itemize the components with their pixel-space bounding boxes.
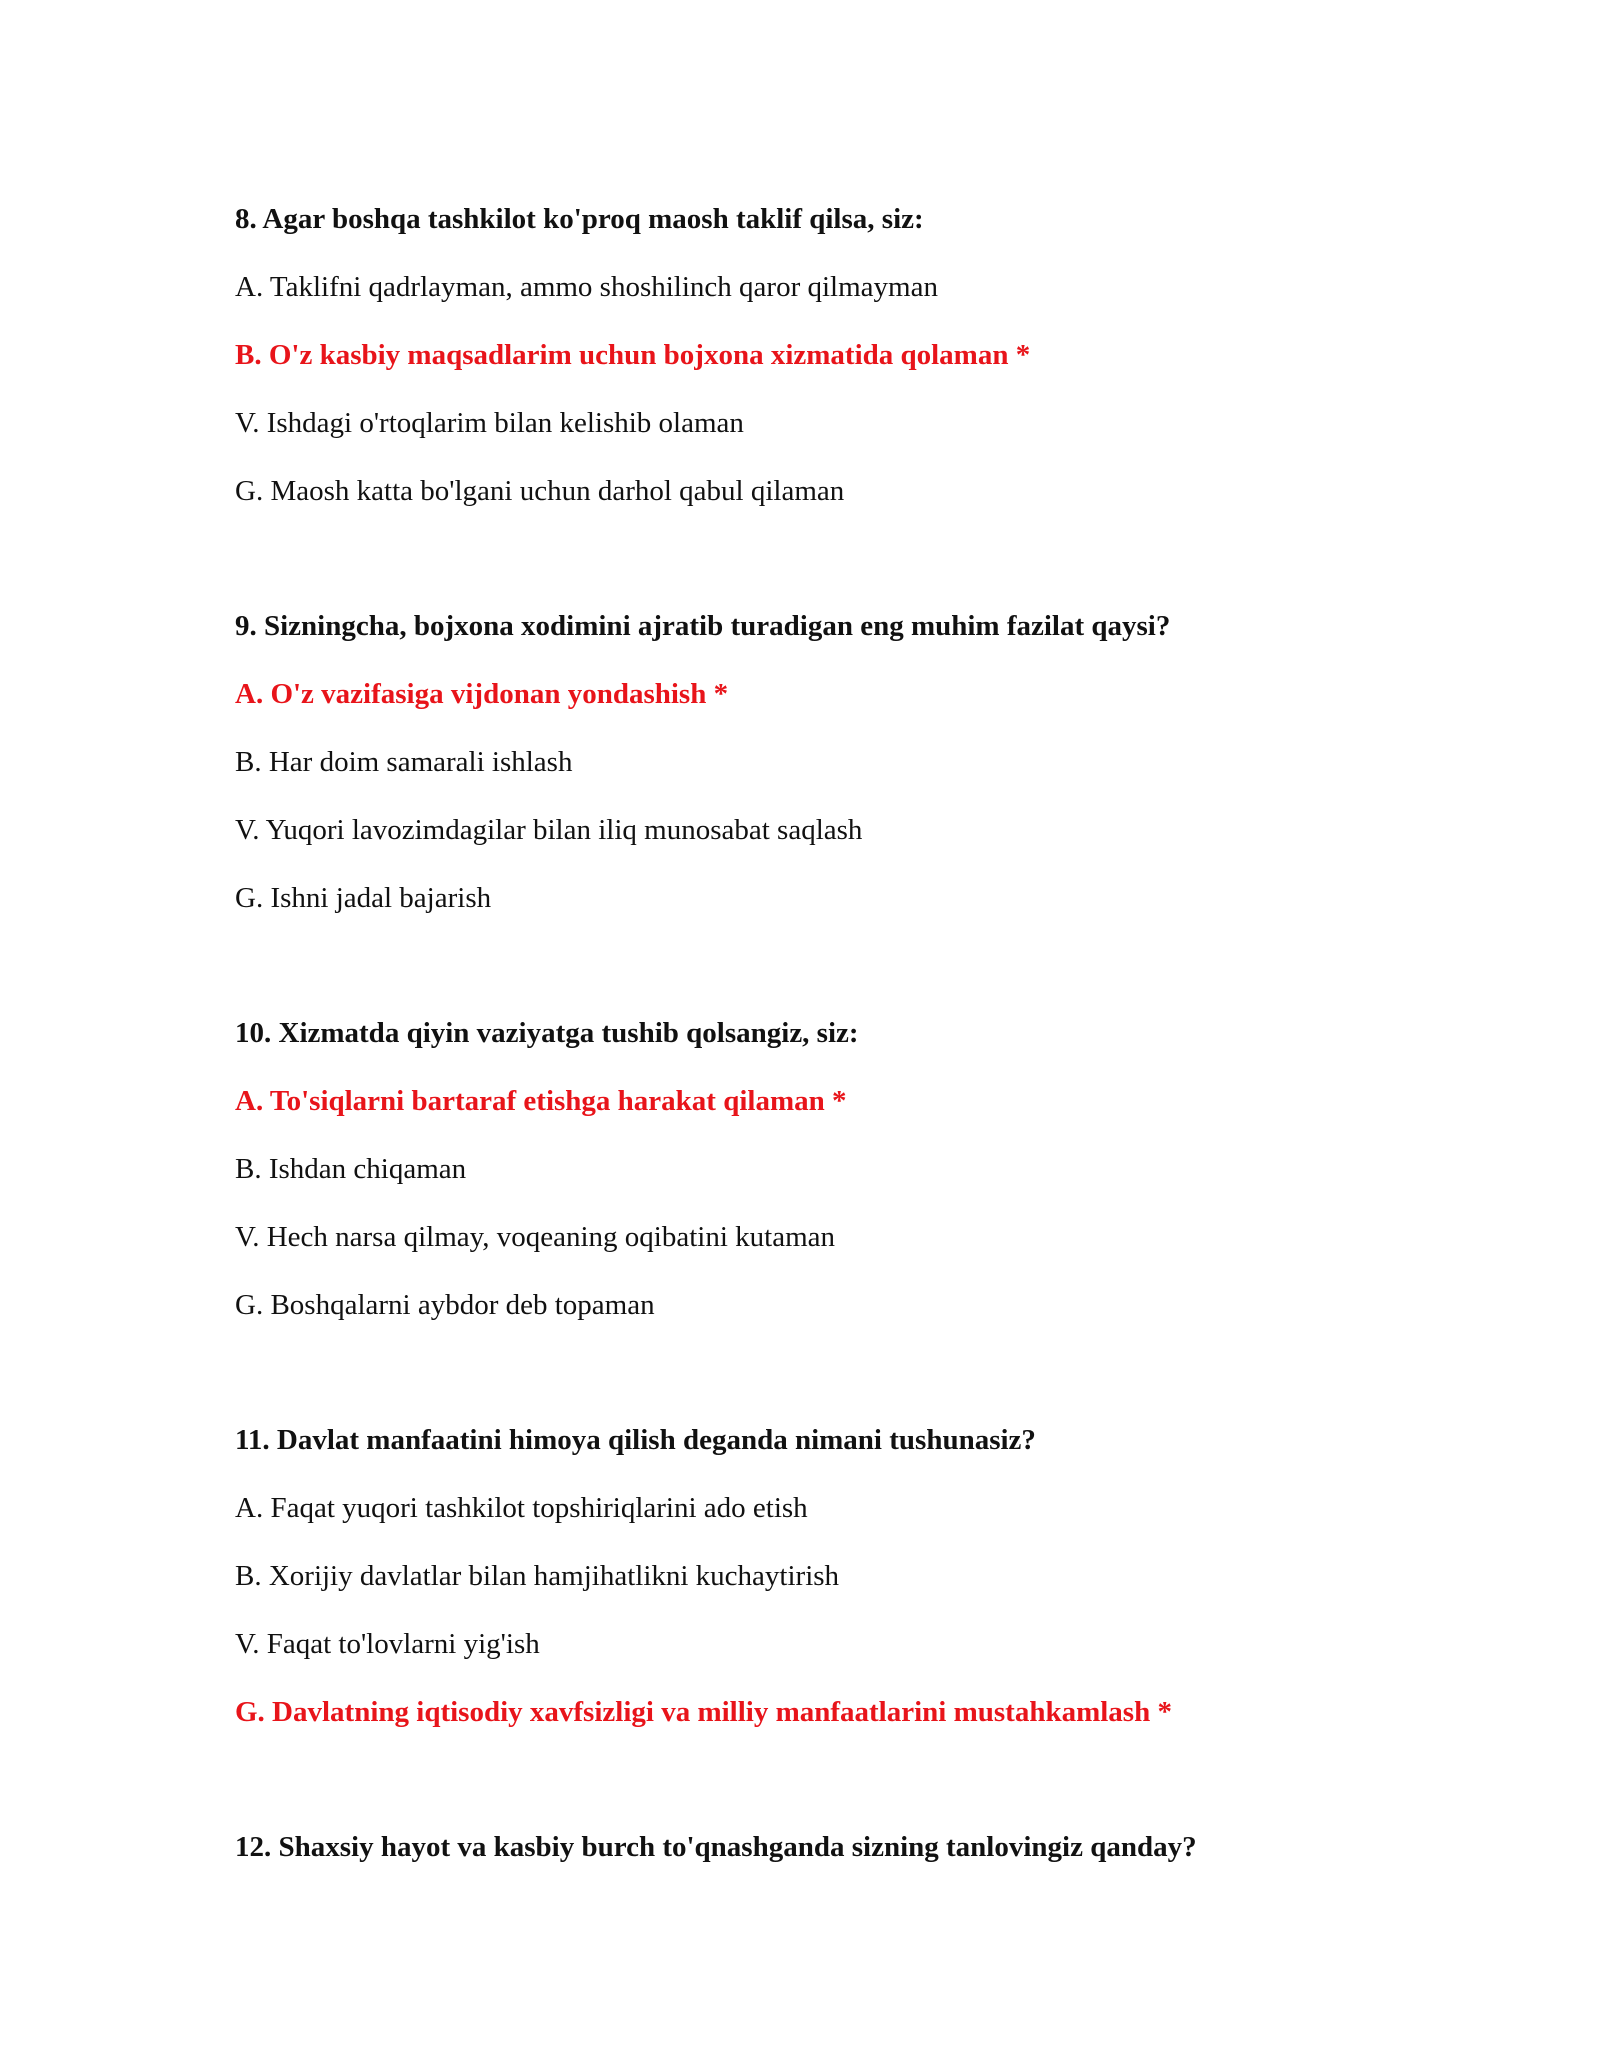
question-10 — [235, 999, 1385, 1339]
question-12 — [235, 1813, 1385, 1881]
question-title: 12. Shaxsiy hayot va kasbiy burch to'qnashganda sizning tanlovingiz qanday? — [235, 1831, 1197, 1863]
correct-answer-option: A. O'z vazifasiga vijdonan yondashish * — [235, 678, 729, 710]
question-8 — [235, 185, 1385, 525]
answer-option: B. Har doim samarali ishlash — [235, 746, 573, 778]
answer-option: V. Ishdagi o'rtoqlarim bilan kelishib olaman — [235, 407, 744, 439]
answer-option: G. Ishni jadal bajarish — [235, 882, 492, 914]
answer-option: V. Faqat to'lovlarni yig'ish — [235, 1628, 540, 1660]
answer-option: A. Faqat yuqori tashkilot topshiriqlarini ado etish — [235, 1492, 808, 1524]
correct-answer-option: G. Davlatning iqtisodiy xavfsizligi va milliy manfaatlarini mustahkamlash * — [235, 1696, 1172, 1728]
question-11 — [235, 1406, 1385, 1746]
question-title: 9. Sizningcha, bojxona xodimini ajratib turadigan eng muhim fazilat qaysi? — [235, 610, 1171, 642]
question-9 — [235, 592, 1385, 932]
correct-answer-option: A. To'siqlarni bartaraf etishga harakat qilaman * — [235, 1085, 847, 1117]
answer-option: B. Ishdan chiqaman — [235, 1153, 467, 1185]
answer-option: A. Taklifni qadrlayman, ammo shoshilinch qaror qilmayman — [235, 271, 938, 303]
correct-answer-option: B. O'z kasbiy maqsadlarim uchun bojxona xizmatida qolaman * — [235, 339, 1031, 371]
question-title: 8. Agar boshqa tashkilot ko'proq maosh taklif qilsa, siz: — [235, 203, 924, 235]
answer-option: B. Xorijiy davlatlar bilan hamjihatlikni kuchaytirish — [235, 1560, 840, 1592]
question-title: 10. Xizmatda qiyin vaziyatga tushib qolsangiz, siz: — [235, 1017, 859, 1049]
answer-option: G. Maosh katta bo'lgani uchun darhol qabul qilaman — [235, 475, 845, 507]
answer-option: V. Hech narsa qilmay, voqeaning oqibatini kutaman — [235, 1221, 835, 1253]
question-title: 11. Davlat manfaatini himoya qilish deganda nimani tushunasiz? — [235, 1424, 1036, 1456]
answer-option: G. Boshqalarni aybdor deb topaman — [235, 1289, 655, 1321]
answer-option: V. Yuqori lavozimdagilar bilan iliq munosabat saqlash — [235, 814, 863, 846]
document-page — [235, 185, 1385, 1948]
